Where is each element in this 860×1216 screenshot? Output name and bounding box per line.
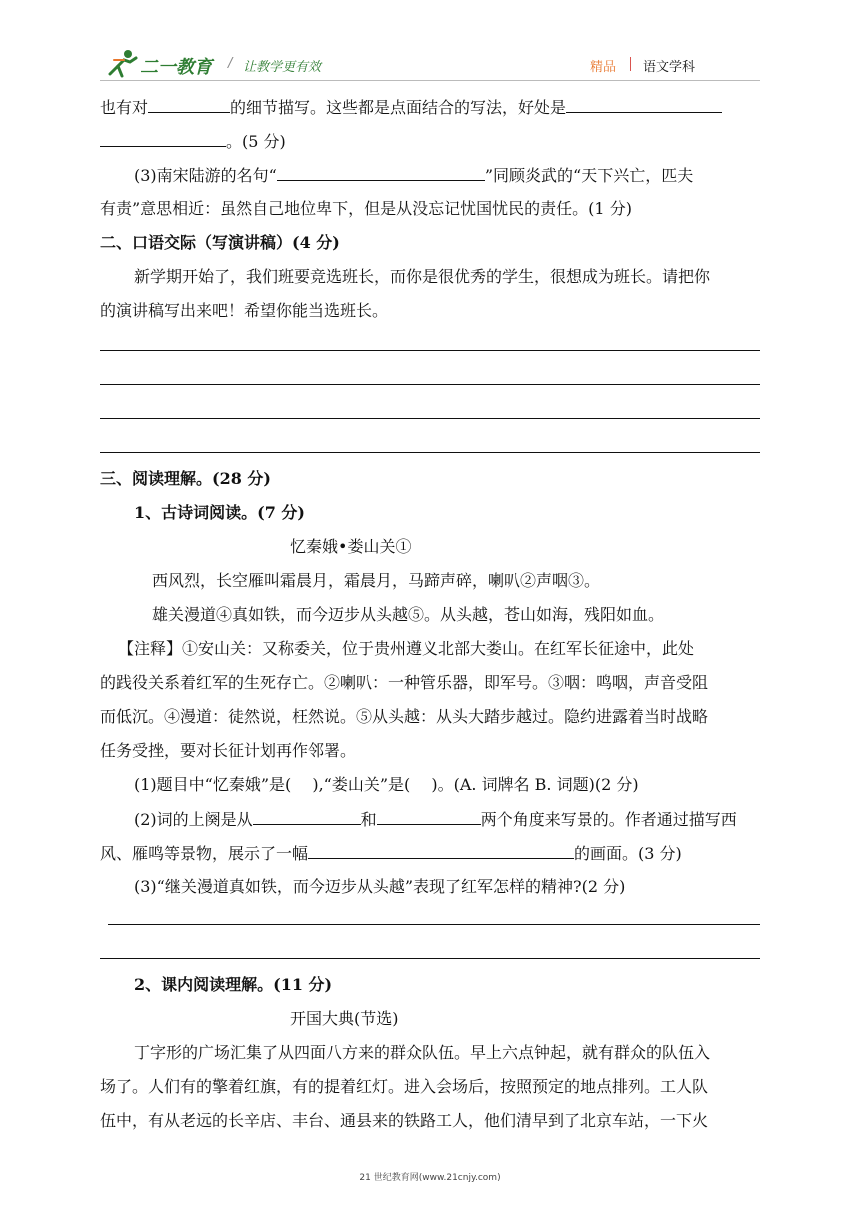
header: [0, 0, 860, 90]
note-line-3: 而低沉。④漫道：徒然说，枉然说。⑤从头越：从头大踏步越过。隐约进露着当时战略: [100, 707, 709, 726]
question-1-heading: 1、古诗词阅读。(7 分): [134, 503, 305, 522]
poem-question-2-cont: [100, 842, 682, 865]
runner-logo-icon: [104, 48, 140, 78]
poem-question-2: [134, 808, 737, 831]
text: 的画面。(3 分): [574, 844, 682, 863]
footer: 21 世纪教育网(www.21cnjy.com): [359, 1173, 501, 1183]
answer-line[interactable]: [100, 452, 760, 453]
header-rule: [100, 80, 760, 81]
poem-line-1: 西风烈，长空雁叫霜晨月，霜晨月，马蹄声碎，喇叭②声咽③。: [152, 571, 601, 590]
answer-line[interactable]: [100, 418, 760, 419]
slogan: 让教学更有效: [243, 60, 322, 75]
answer-blank[interactable]: [566, 96, 722, 113]
speech-prompt-1: 新学期开始了，我们班要竞选班长，而你是很优秀的学生，很想成为班长。请把你: [134, 267, 711, 286]
text: 和: [360, 810, 377, 829]
speech-prompt-2: 的演讲稿写出来吧！希望你能当选班长。: [100, 301, 389, 320]
text: 的细节描写。这些都是点面结合的写法，好处是: [230, 98, 567, 117]
question-2-heading: 2、课内阅读理解。(11 分): [134, 975, 333, 994]
answer-blank[interactable]: [148, 96, 230, 113]
divider-slash: /: [228, 56, 233, 71]
text: ”同顾炎武的“天下兴亡，匹夫: [484, 166, 694, 185]
header-divider: [630, 57, 631, 71]
text: (2)词的上阕是从: [134, 810, 253, 829]
line-2: [100, 130, 286, 153]
answer-line[interactable]: [100, 958, 760, 959]
passage-line-1: 丁字形的广场汇集了从四面八方来的群众队伍。早上六点钟起，就有群众的队伍入: [134, 1043, 711, 1062]
line-1: [100, 96, 722, 119]
note-line-1: 【注释】①安山关：又称委关，位于贵州遵义北部大娄山。在红军长征途中，此处: [118, 639, 695, 658]
answer-line[interactable]: [100, 384, 760, 385]
poem-title: 忆秦娥•娄山关①: [290, 537, 412, 556]
note-line-4: 任务受挫，要对长征计划再作邻署。: [100, 741, 357, 760]
text: 也有对: [100, 98, 149, 117]
answer-blank[interactable]: [277, 164, 485, 181]
poem-question-1: (1)题目中“忆秦娥”是( ),“娄山关”是( )。(A. 词牌名 B. 词题)(2 分): [134, 775, 639, 794]
logo-text: 二一教育: [140, 57, 212, 78]
poem-question-3: (3)“继关漫道真如铁，而今迈步从头越”表现了红军怎样的精神?(2 分): [134, 877, 626, 896]
section-2-heading: 二、口语交际（写演讲稿）(4 分): [100, 233, 340, 252]
passage-line-2: 场了。人们有的擎着红旗，有的提着红灯。进入会场后，按照预定的地点排列。工人队: [100, 1077, 709, 1096]
subject-label: 语文学科: [643, 60, 696, 75]
passage-line-3: 伍中，有从老远的长辛店、丰台、通县来的铁路工人，他们清早到了北京车站，一下火: [100, 1111, 709, 1130]
text: 风、雁鸣等景物，展示了一幅: [100, 844, 309, 863]
quality-badge: 精品: [590, 60, 617, 75]
answer-blank[interactable]: [100, 130, 226, 147]
note-line-2: 的践役关系着红军的生死存亡。②喇叭：一种管乐器，即军号。③咽：鸣咽，声音受阻: [100, 673, 709, 692]
answer-blank[interactable]: [308, 842, 574, 859]
text: 。(5 分): [226, 132, 286, 151]
answer-blank[interactable]: [377, 808, 481, 825]
text-title: 开国大典(节选): [290, 1009, 399, 1028]
answer-line[interactable]: [100, 350, 760, 351]
text: (3)南宋陆游的名句“: [134, 166, 277, 185]
answer-line[interactable]: [108, 924, 760, 925]
poem-line-2: 雄关漫道④真如铁，而今迈步从头越⑤。从头越，苍山如海，残阳如血。: [152, 605, 665, 624]
section-3-heading: 三、阅读理解。(28 分): [100, 469, 271, 488]
answer-blank[interactable]: [253, 808, 361, 825]
line-3: [134, 164, 693, 187]
text: 两个角度来写景的。作者通过描写西: [480, 810, 737, 829]
line-4: 有责”意思相近：虽然自己地位卑下，但是从没忘记忧国忧民的责任。(1 分): [100, 199, 632, 218]
